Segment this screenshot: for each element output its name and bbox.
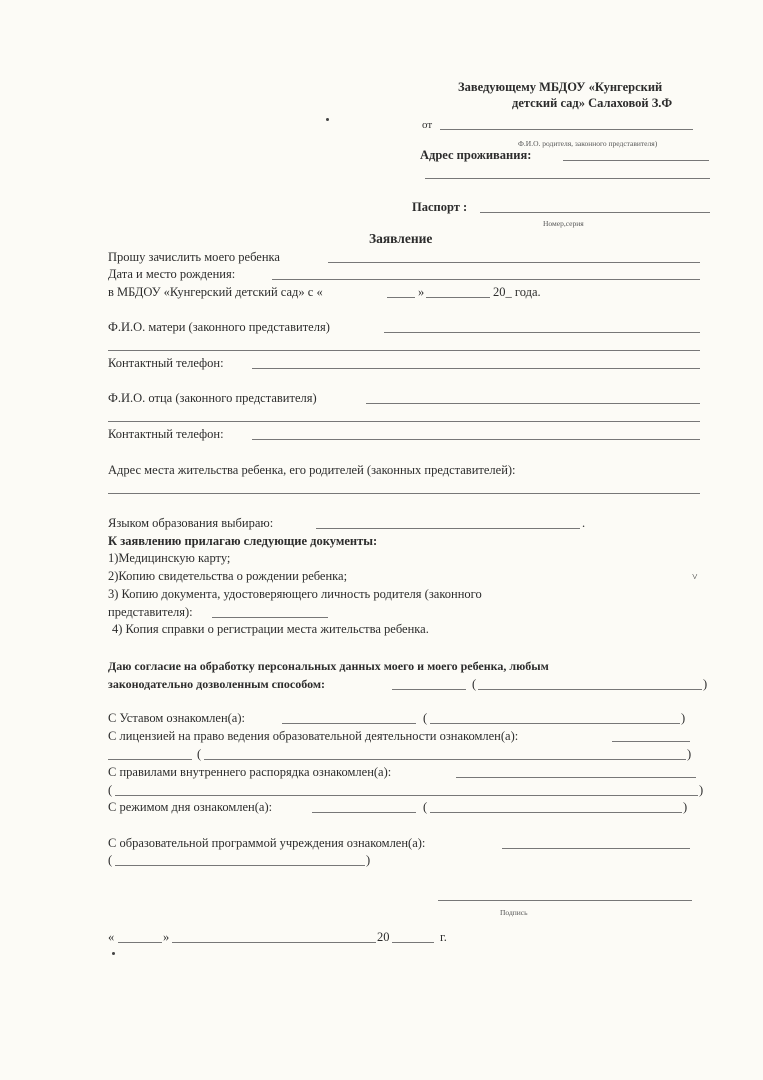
mother-field[interactable]: [384, 332, 700, 333]
doc3-field[interactable]: [212, 617, 328, 618]
charter-paren-open: (: [423, 711, 428, 725]
addressee-line-1: Заведующему МБДОУ «Кунгерский: [458, 80, 663, 94]
father-label: Ф.И.О. отца (законного представителя): [108, 391, 317, 405]
date-year: 20: [377, 930, 390, 944]
address-field-1[interactable]: [563, 160, 709, 161]
date-close: »: [163, 930, 170, 944]
enroll-label: Прошу зачислить моего ребенка: [108, 250, 280, 264]
regime-label: С режимом дня ознакомлен(а):: [108, 800, 273, 814]
phone1-label: Контактный телефон:: [108, 356, 224, 370]
start-day-field[interactable]: [387, 297, 415, 298]
program-paren-close: ): [366, 853, 371, 867]
date-day-field[interactable]: [118, 942, 162, 943]
language-label: Языком образования выбираю:: [108, 516, 274, 530]
rules-label: С правилами внутреннего распорядка ознакомлен(а):: [108, 765, 392, 779]
regime-signature-field[interactable]: [312, 812, 416, 813]
address-label: Адрес проживания:: [420, 148, 532, 162]
program-signature-field[interactable]: [502, 848, 690, 849]
regime-name-field[interactable]: [430, 812, 682, 813]
rules-paren-close: ): [699, 783, 704, 797]
charter-label: С Уставом ознакомлен(а):: [108, 711, 245, 725]
charter-signature-field[interactable]: [282, 723, 416, 724]
date-year-suffix: г.: [440, 930, 447, 944]
year-label: 20_ года.: [493, 285, 541, 299]
signature-caption: Подпись: [500, 908, 528, 917]
birth-label: Дата и место рождения:: [108, 267, 236, 281]
passport-field[interactable]: [480, 212, 710, 213]
child-name-field[interactable]: [328, 262, 700, 263]
phone1-field[interactable]: [252, 368, 700, 369]
consent-signature-field[interactable]: [392, 689, 466, 690]
signature-field[interactable]: [438, 900, 692, 901]
date-month-field[interactable]: [172, 942, 376, 943]
mother-label: Ф.И.О. матери (законного представителя): [108, 320, 330, 334]
program-paren-open: (: [108, 853, 113, 867]
from-label: от: [422, 119, 433, 131]
doc-3b: представителя):: [108, 605, 193, 619]
phone2-field[interactable]: [252, 439, 700, 440]
charter-name-field[interactable]: [430, 723, 680, 724]
phone2-label: Контактный телефон:: [108, 427, 224, 441]
rules-signature-field[interactable]: [456, 777, 696, 778]
license-paren-open: (: [197, 747, 202, 761]
speck: [326, 118, 329, 121]
license-paren-close: ): [687, 747, 692, 761]
doc-2: 2)Копию свидетельства о рождении ребенка;: [108, 569, 348, 583]
license-signature-field[interactable]: [612, 741, 690, 742]
addressee-line-2: детский сад» Салаховой З.Ф: [512, 96, 673, 110]
consent-paren-close: ): [703, 677, 708, 691]
program-label: С образовательной программой учреждения ознакомлен(а):: [108, 836, 426, 850]
pen-mark: ˅: [692, 572, 698, 583]
consent-name-field[interactable]: [478, 689, 702, 690]
address-child-field[interactable]: [108, 493, 700, 494]
address-field-2[interactable]: [425, 178, 710, 179]
address-child-label: Адрес места жительства ребенка, его родителей (законных представителей):: [108, 463, 516, 477]
birth-field[interactable]: [272, 279, 700, 280]
doc-3a: 3) Копию документа, удостоверяющего личность родителя (законного: [108, 587, 482, 601]
date-open: «: [108, 930, 115, 944]
passport-label: Паспорт :: [412, 200, 468, 214]
doc-4: 4) Копия справки о регистрации места жительства ребенка.: [112, 622, 429, 636]
license-name-field[interactable]: [204, 759, 686, 760]
kindergarten-quote: »: [418, 285, 425, 299]
start-month-field[interactable]: [426, 297, 490, 298]
regime-paren-close: ): [683, 800, 688, 814]
doc-1: 1)Медицинскую карту;: [108, 551, 231, 565]
language-end: .: [582, 516, 586, 530]
from-field[interactable]: [440, 129, 693, 130]
license-extra-field[interactable]: [108, 759, 192, 760]
docs-header: К заявлению прилагаю следующие документы:: [108, 534, 378, 548]
regime-paren-open: (: [423, 800, 428, 814]
rules-paren-open: (: [108, 783, 113, 797]
passport-caption: Номер,серия: [543, 219, 584, 228]
kindergarten-label: в МБДОУ «Кунгерский детский сад» с «: [108, 285, 323, 299]
date-year-field[interactable]: [392, 942, 434, 943]
document-title: Заявление: [369, 231, 433, 246]
consent-line-2: законодательно дозволенным способом:: [108, 677, 326, 691]
language-field[interactable]: [316, 528, 580, 529]
father-field-2[interactable]: [108, 421, 700, 422]
rules-name-field[interactable]: [115, 795, 698, 796]
program-name-field[interactable]: [115, 865, 365, 866]
from-caption: Ф.И.О. родителя, законного представителя): [518, 139, 658, 148]
mother-field-2[interactable]: [108, 350, 700, 351]
consent-line-1: Даю согласие на обработку персональных данных моего и моего ребенка, любым: [108, 659, 549, 673]
father-field[interactable]: [366, 403, 700, 404]
license-label: С лицензией на право ведения образовательной деятельности ознакомлен(а):: [108, 729, 519, 743]
consent-paren-open: (: [472, 677, 477, 691]
charter-paren-close: ): [681, 711, 686, 725]
speck: [112, 952, 115, 955]
